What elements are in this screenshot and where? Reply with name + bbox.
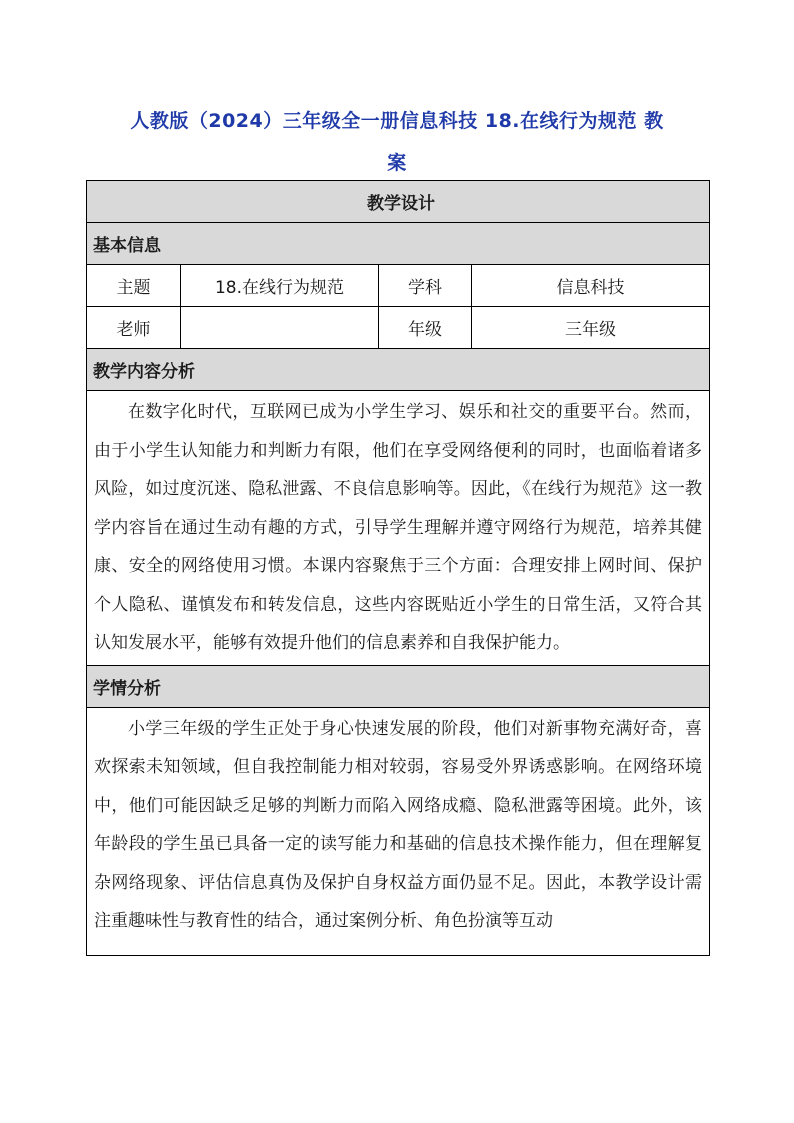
- subject-value: 信息科技: [472, 265, 710, 307]
- table-header: 教学设计: [87, 181, 710, 223]
- subject-label: 学科: [379, 265, 472, 307]
- document-title-line1: 人教版（2024）三年级全一册信息科技 18.在线行为规范 教: [130, 110, 664, 132]
- learner-analysis-cell: [87, 707, 710, 955]
- teacher-value: [181, 307, 379, 349]
- section-content-analysis: 教学内容分析: [87, 349, 710, 391]
- teacher-label: 老师: [87, 307, 181, 349]
- document-title: [100, 100, 694, 184]
- learner-analysis-text: 小学三年级的学生正处于身心快速发展的阶段，他们对新事物充满好奇，喜欢探索未知领域，但自我控制能力相对较弱，容易受外界诱惑影响。在网络环境中，他们可能因缺乏足够的判断力而陷入网络成瘾、隐私泄露等困境。此外，该年龄段的学生虽已具备一定的读写能力和基础的信息技术操作能力，但在理解复杂网络现象、评估信息真伪及保护自身权益方面仍显不足。因此，本教学设计需注重趣味性与教育性的结合，通过案例分析、角色扮演等互动: [94, 718, 702, 931]
- grade-value: 三年级: [472, 307, 710, 349]
- topic-value: 18.在线行为规范: [181, 265, 379, 307]
- section-learner-analysis: 学情分析: [87, 665, 710, 707]
- content-analysis-text: 在数字化时代，互联网已成为小学生学习、娱乐和社交的重要平台。然而，由于小学生认知能力和判断力有限，他们在享受网络便利的同时，也面临着诸多风险，如过度沉迷、隐私泄露、不良信息影响等。因此，《在线行为规范》这一教学内容旨在通过生动有趣的方式，引导学生理解并遵守网络行为规范，培养其健康、安全的网络使用习惯。本课内容聚焦于三个方面：合理安排上网时间、保护个人隐私、谨慎发布和转发信息，这些内容既贴近小学生的日常生活，又符合其认知发展水平，能够有效提升他们的信息素养和自我保护能力。: [87, 391, 710, 666]
- section-basic-info: 基本信息: [87, 223, 710, 265]
- document-title-line2: 案: [387, 152, 407, 174]
- grade-label: 年级: [379, 307, 472, 349]
- topic-label: 主题: [87, 265, 181, 307]
- lesson-plan-table: [86, 180, 710, 956]
